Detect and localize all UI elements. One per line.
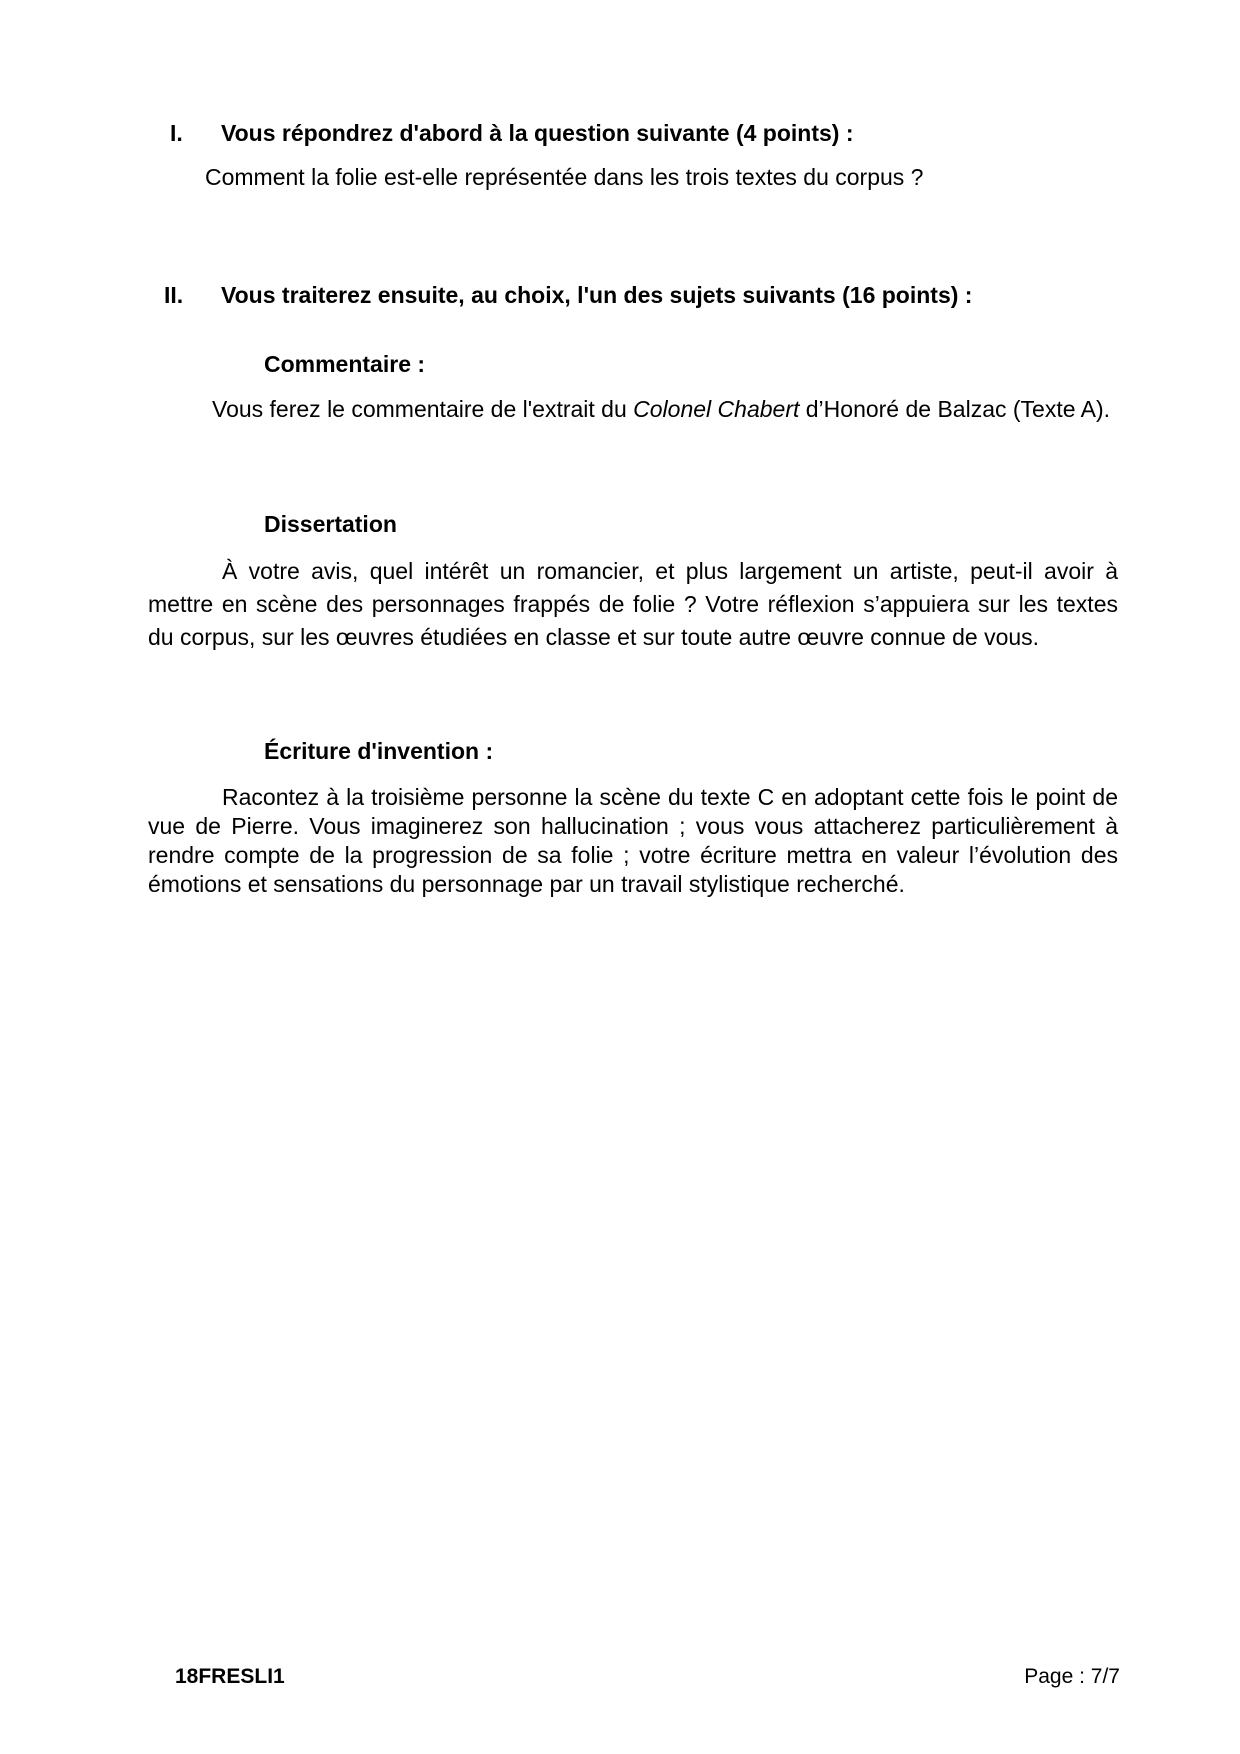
commentaire-title: Commentaire :	[264, 351, 426, 377]
commentaire-text-end: d’Honoré de Balzac (Texte A).	[799, 396, 1111, 422]
dissertation-text: À votre avis, quel intérêt un romancier, et plus largement un artiste, peut-il avoir à mettre en scène des personnages frappés de folie ? Votre réflexion s’appuiera sur les textes du corpus, sur les œuvres étudiées en classe et sur toute autre œuvre connue de vous.	[148, 558, 1118, 650]
work-title: Colonel Chabert	[633, 396, 800, 422]
section-1-heading: Vous répondrez d'abord à la question suivante (4 points) :	[221, 120, 854, 146]
section-1-number: I.	[170, 120, 183, 146]
commentaire-text	[148, 393, 1118, 426]
section-1-question: Comment la folie est-elle représentée dans les trois textes du corpus ?	[205, 164, 924, 190]
invention-text: Racontez à la troisième personne la scène du texte C en adoptant cette fois le point de vue de Pierre. Vous imaginerez son hallucination ; vous vous attacherez particulièrement à rendre compte de la progression de sa folie ; votre écriture mettra en valeur l’évolution des émotions et sensations du personnage par un travail stylistique recherché.	[148, 784, 1118, 897]
document-code: 18FRESLI1	[175, 1665, 285, 1688]
section-2-number: II.	[164, 282, 184, 308]
page-number: Page : 7/7	[1024, 1665, 1120, 1688]
dissertation-title: Dissertation	[264, 511, 397, 537]
section-2-heading: Vous traiterez ensuite, au choix, l'un des sujets suivants (16 points) :	[221, 282, 973, 308]
invention-title: Écriture d'invention :	[264, 738, 494, 764]
commentaire-text-start: Vous ferez le commentaire de l'extrait du	[212, 396, 634, 422]
